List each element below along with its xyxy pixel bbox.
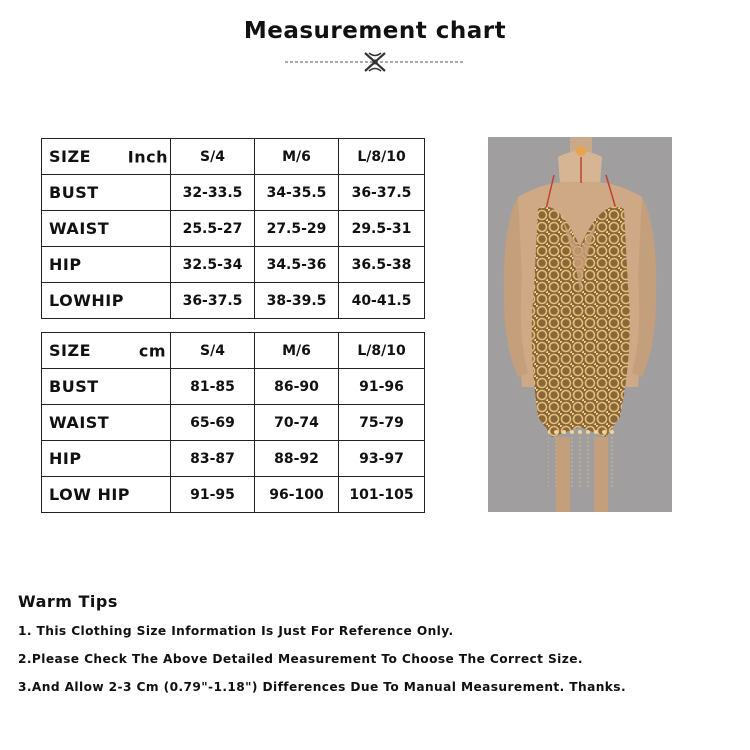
table-cell: 34.5-36 (255, 247, 339, 283)
size-header: L/8/10 (339, 139, 425, 175)
tip-item: 3.And Allow 2-3 Cm (0.79"-1.18") Differences Due To Manual Measurement. Thanks. (18, 680, 626, 694)
table-cell: 96-100 (255, 477, 339, 513)
size-header: L/8/10 (339, 333, 425, 369)
measure-label: WAIST (42, 211, 171, 247)
table-cell: 83-87 (171, 441, 255, 477)
size-header: S/4 (171, 139, 255, 175)
size-unit-cell (42, 333, 171, 369)
crossed-ribbon-icon (285, 49, 465, 75)
table-row (42, 441, 425, 477)
warm-tips-heading: Warm Tips (18, 592, 118, 611)
table-cell: 101-105 (339, 477, 425, 513)
inch-size-table (41, 138, 425, 319)
table-row (42, 369, 425, 405)
table-header-row (42, 139, 425, 175)
measure-label: LOWHIP (42, 283, 171, 319)
size-header: M/6 (255, 139, 339, 175)
table-cell: 27.5-29 (255, 211, 339, 247)
table-row (42, 247, 425, 283)
measure-label: HIP (42, 441, 171, 477)
measure-label: BUST (42, 175, 171, 211)
table-header-row (42, 333, 425, 369)
table-cell: 70-74 (255, 405, 339, 441)
tip-item: 1. This Clothing Size Information Is Just For Reference Only. (18, 624, 454, 638)
unit-label: cm (138, 341, 166, 360)
table-cell: 29.5-31 (339, 211, 425, 247)
size-header: M/6 (255, 333, 339, 369)
size-unit-cell (42, 139, 171, 175)
table-cell: 38-39.5 (255, 283, 339, 319)
table-cell: 40-41.5 (339, 283, 425, 319)
size-label: SIZE (49, 341, 92, 360)
tip-item: 2.Please Check The Above Detailed Measurement To Choose The Correct Size. (18, 652, 583, 666)
table-cell: 65-69 (171, 405, 255, 441)
table-cell: 25.5-27 (171, 211, 255, 247)
table-row (42, 175, 425, 211)
measure-label: BUST (42, 369, 171, 405)
product-photo (488, 137, 672, 512)
size-label: SIZE (49, 147, 92, 166)
table-cell: 75-79 (339, 405, 425, 441)
table-cell: 36-37.5 (339, 175, 425, 211)
cm-size-table (41, 332, 425, 513)
table-cell: 32.5-34 (171, 247, 255, 283)
measure-label: HIP (42, 247, 171, 283)
table-row (42, 283, 425, 319)
table-cell: 93-97 (339, 441, 425, 477)
table-cell: 36.5-38 (339, 247, 425, 283)
table-row (42, 211, 425, 247)
size-header: S/4 (171, 333, 255, 369)
table-cell: 91-95 (171, 477, 255, 513)
measure-label: LOW HIP (42, 477, 171, 513)
table-row (42, 405, 425, 441)
table-cell: 81-85 (171, 369, 255, 405)
table-cell: 86-90 (255, 369, 339, 405)
table-cell: 88-92 (255, 441, 339, 477)
table-cell: 36-37.5 (171, 283, 255, 319)
dress-illustration (488, 137, 672, 512)
table-cell: 34-35.5 (255, 175, 339, 211)
table-cell: 32-33.5 (171, 175, 255, 211)
unit-label: Inch (127, 147, 168, 166)
page-title: Measurement chart (243, 18, 507, 44)
table-row (42, 477, 425, 513)
measure-label: WAIST (42, 405, 171, 441)
table-cell: 91-96 (339, 369, 425, 405)
